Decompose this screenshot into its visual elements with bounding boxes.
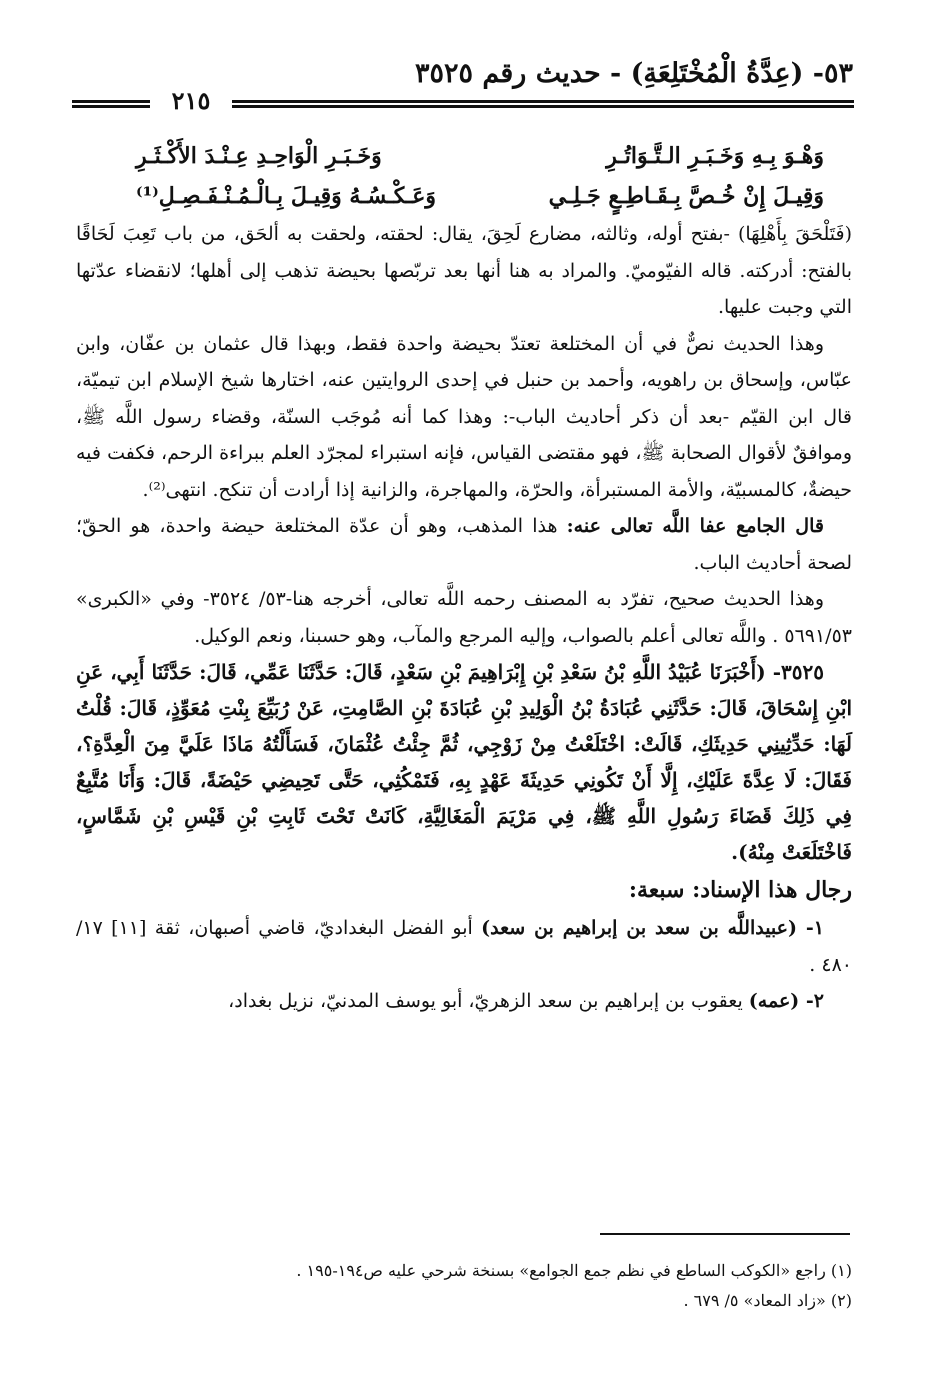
verse-2-first-hemistich: وَقِيـلَ إِنْ خُـصَّ بِـقَـاطِـعٍ جَـلِـي xyxy=(548,183,824,209)
verse-1-first-hemistich: وَهْـوَ بِـهِ وَخَـبَـرِ الـتَّـوَاتُـرِ xyxy=(606,143,824,169)
compiler-remark-label: قال الجامع عفا اللَّه تعالى عنه: xyxy=(566,515,824,537)
verse-2-second-hemistich: وَعَـكْـسُـهُ وَقِيـلَ بِـالْـمُـنْـفَـصِـلِ⁽¹⁾ xyxy=(136,183,437,209)
hadith-text: ٣٥٢٥- (أَخْبَرَنَا عُبَيْدُ اللَّهِ بْنُ سَعْدِ بْنِ إِبْرَاهِيمَ بْنِ سَعْدٍ، قَالَ: حَدَّثَنَا عَمِّي، قَالَ: حَدَّثَنَا أَبِي، عَنِ ابْنِ إِسْحَاقَ، قَالَ: حَدَّثَنِي عُبَادَةُ بْنُ الْوَلِيدِ بْنِ عُبَادَةَ بْنِ الصَّامِتِ، عَنْ رُبَيِّعَ بِنْتِ مُعَوِّذٍ، قَالَ: قُلْتُ لَهَا: حَدِّثِينِي حَدِيثَكِ، قَالَتْ: اخْتَلَعْتُ مِنْ زَوْجِي، ثُمَّ جِئْتُ عُثْمَانَ، فَسَأَلْتُهُ مَاذَا عَلَيَّ مِنَ الْعِدَّةِ؟، فَقَالَ: لَا عِدَّةَ عَلَيْكِ، إِلَّا أَنْ تَكُونِي حَدِيثَةَ عَهْدٍ بِهِ، فَتَمْكُثِي، حَتَّى تَحِيضِي حَيْضَةً، قَالَ: وَأَنَا مُتَّبِعٌ فِي ذَلِكَ قَضَاءَ رَسُولِ اللَّهِ ﷺ، فِي مَرْيَمَ الْمَغَالِيَّةِ، كَانَتْ تَحْتَ ثَابِتِ بْنِ قَيْسِ بْنِ شَمَّاسٍ، فَاخْتَلَعَتْ مِنْهُ). xyxy=(76,660,852,864)
narrator-1 xyxy=(76,910,852,983)
narrator-2-text: يعقوب بن إبراهيم بن سعد الزهريّ، أبو يوسف المدنيّ، نزيل بغداد، xyxy=(228,990,749,1012)
compiler-remark-text: هذا المذهب، وهو أن عدّة المختلعة حيضة واحدة، هو الحقّ؛ لصحة أحاديث الباب. xyxy=(76,515,852,574)
verse-line-2 xyxy=(76,176,852,216)
takhrij-paragraph: وهذا الحديث صحيح، تفرّد به المصنف رحمه اللَّه تعالى، أخرجه هنا-٥٣/ ٣٥٢٤- وفي «الكبرى» ٥٦٩١/٥٣ . واللَّه تعالى أعلم بالصواب، وإليه المرجع والمآب، وهو حسبنا، ونعم الوكيل. xyxy=(76,588,852,647)
verse-1-second-hemistich: وَخَـبَـرِ الْوَاحِـدِ عِـنْـدَ الأَكْـثَـرِ xyxy=(136,143,382,169)
narrator-2 xyxy=(76,983,852,1020)
narrator-2-name: ٢- (عمه) xyxy=(748,990,824,1012)
header-rule-left xyxy=(72,100,150,108)
commentary-paragraph-lexical: (فَتَلْحَقَ بِأَهْلِهَا) -بفتح أوله، وثالثه، مضارع لَحِقَ، يقال: لحقته، ولحقت به ألحَق، من باب تَعِبَ لَحَاقًا بالفتح: أدركته. قاله الفيّوميّ. والمراد به هنا أنها بعد تربّصها بحيضة تذهب إلى أهلها؛ لانقضاء عدّتها التي وجبت عليها. xyxy=(76,223,852,318)
footnote-2: (٢) «زاد المعاد» ٥/ ٦٧٩ . xyxy=(683,1291,852,1310)
narrator-1-name: ١- (عبيداللَّه بن سعد بن إبراهيم بن سعد) xyxy=(481,917,825,939)
compiler-remark xyxy=(76,508,852,581)
verse-line-1 xyxy=(76,136,852,176)
running-title: ٥٣- (عِدَّةُ الْمُخْتَلِعَةِ) - حديث رقم ٣٥٢٥ xyxy=(415,58,853,89)
footnotes xyxy=(76,1256,852,1316)
main-text xyxy=(76,136,852,1020)
commentary-paragraph-ruling: وهذا الحديث نصٌّ في أن المختلعة تعتدّ بحيضة واحدة فقط، وبهذا قال عثمان بن عفّان، وابن عبّاس، وإسحاق بن راهويه، وأحمد بن حنبل في إحدى الروايتين عنه، اختارها شيخ الإسلام ابن تيميّة، قال ابن القيّم -بعد أن ذكر أحاديث الباب-: وهذا كما أنه مُوجَب السنّة، وقضاء رسول اللَّه ﷺ، وموافقٌ لأقوال الصحابة ﷺ، فهو مقتضى القياس، فإنه استبراء لمجرّد العلم ببراءة الرحم، فكفت فيه حيضةٌ، كالمسبيّة، والأمة المستبرأة، والحرّة، والمهاجرة، والزانية إذا أرادت أن تنكح. انتهى⁽²⁾. xyxy=(76,332,852,501)
footnote-1: (١) راجع «الكوكب الساطع في نظم جمع الجوامع» بسنخة شرحي عليه ص١٩٤-١٩٥ . xyxy=(296,1261,852,1280)
header-rule xyxy=(72,86,854,118)
header-rule-right xyxy=(232,100,854,108)
footnote-separator xyxy=(600,1233,850,1235)
page-number: ٢١٥ xyxy=(171,86,211,115)
narrators-heading: رجال هذا الإسناد: سبعة: xyxy=(628,877,852,903)
narrator-1-text: أبو الفضل البغداديّ، قاضي أصبهان، ثقة [١١] ١٧/ ٤٨٠ . xyxy=(76,917,852,976)
